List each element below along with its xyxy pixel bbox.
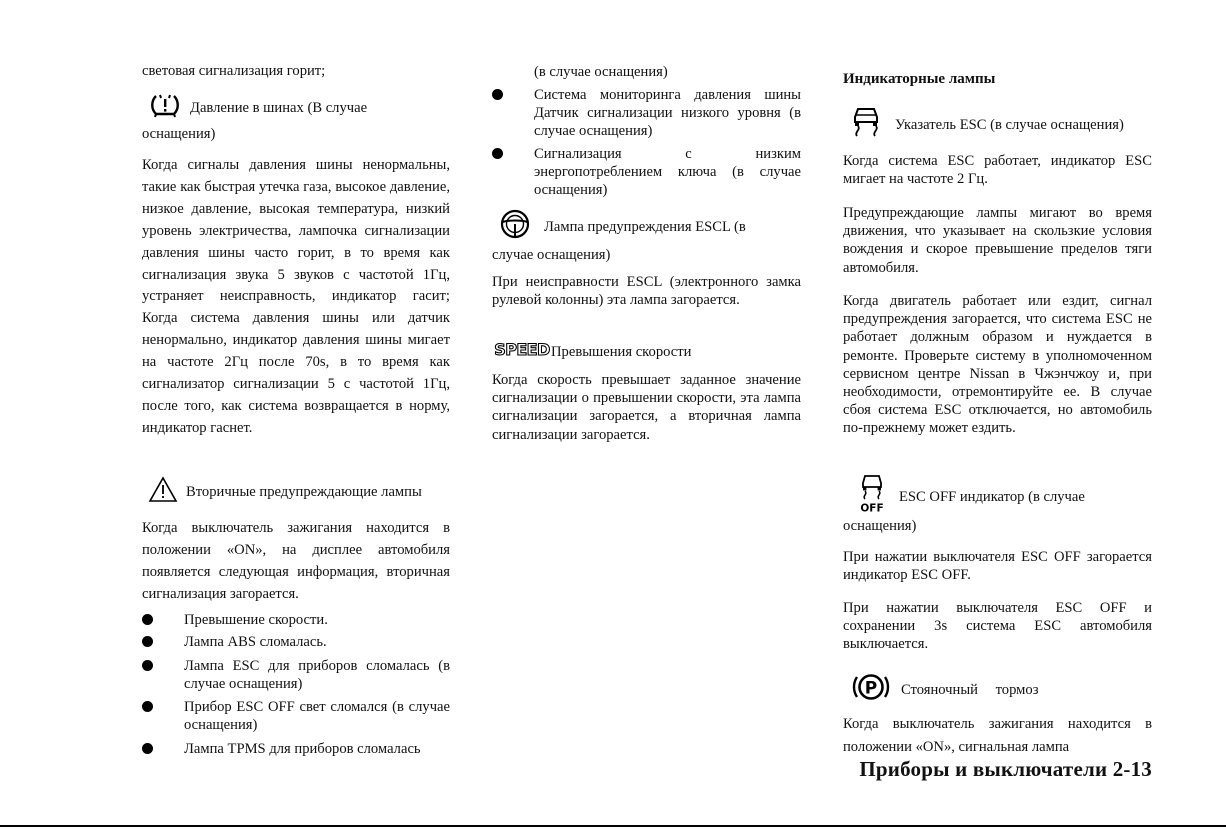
esc-body-2: Предупреждающие лампы мигают во время движения, что указывает на скользкие условия вождения и скорое превышение пределов тяги автомобиля. bbox=[843, 205, 1152, 276]
esc-skid-icon bbox=[851, 106, 881, 143]
escl-body: При неисправности ESCL (электронного замка рулевой колонны) эта лампа загорается. bbox=[492, 274, 801, 309]
secondary-body: Когда выключатель зажигания находится в положении «ON», на дисплее автомобиля появляется следующая информация, вторичная сигнализация загорается. bbox=[142, 520, 450, 602]
esc-off-title: ESC OFF индикатор (в случае bbox=[899, 488, 1085, 505]
page-footer: Приборы и выключатели 2-13 bbox=[859, 757, 1152, 781]
bullet-icon bbox=[142, 636, 153, 647]
secondary-heading bbox=[142, 476, 450, 508]
escl-heading bbox=[492, 209, 801, 244]
bullet-icon bbox=[492, 148, 503, 159]
bullet-icon bbox=[142, 614, 153, 625]
parking-brake-body: Когда выключатель зажигания находится в положении «ON», сигнальная лампа bbox=[843, 716, 1152, 755]
bullet-icon bbox=[492, 89, 503, 100]
steering-wheel-icon bbox=[498, 209, 532, 244]
esc-off-body-1: При нажатии выключателя ESC OFF загорается индикатор ESC OFF. bbox=[843, 549, 1152, 584]
section-heading: Индикаторные лампы bbox=[843, 71, 996, 87]
esc-body-1: Когда система ESC работает, индикатор ESC мигает на частоте 2 Гц. bbox=[843, 153, 1152, 188]
esc-body-3: Когда двигатель работает или ездит, сигнал предупреждения загорается, что система ESC не работает должным образом и нуждается в ремонте. Проверьте систему в уполномоченном сервисном центре Nissan в Чжэнчжоу и, при необходимости, отремонтируйте ее. В случае сбоя система ESC отключается, но автомобиль по-прежнему может ездить. bbox=[843, 293, 1152, 437]
warning-triangle-icon bbox=[148, 476, 178, 508]
parking-brake-heading bbox=[843, 671, 1152, 708]
tpms-title: Давление в шинах (В случае bbox=[190, 99, 368, 116]
esc-off-body-2: При нажатии выключателя ESC OFF и сохранении 3s система ESC автомобиля выключается. bbox=[843, 600, 1152, 653]
tpms-body: Когда сигналы давления шины ненормальны, такие как быстрая утечка газа, высокое давление, низкое давление, высокая температура, низкий уровень электричества, лампочка сигнализации давления шины часто горит, в то время как сигнализация звука 5 звуков с частотой 1Гц, устраняет неисправность, индикатор гасит; Когда система давления шины или датчик ненормально, индикатор давления шины мигает на частоте 2Гц после 70s, в то время как сигнализатор сигнализации 5 с частотой 1Гц, после того, как система возвращается в норму, индикатор гаснет. bbox=[142, 157, 450, 436]
bullet-icon bbox=[142, 701, 153, 712]
secondary-title: Вторичные предупреждающие лампы bbox=[186, 484, 422, 500]
tpms-heading bbox=[142, 92, 450, 123]
text-line: световая сигнализация горит; bbox=[142, 63, 326, 79]
speed-title: Превышения скорости bbox=[551, 343, 692, 360]
escl-title-cont: случае оснащения) bbox=[492, 247, 611, 263]
svg-text:OFF: OFF bbox=[860, 502, 884, 515]
esc-off-icon bbox=[859, 474, 885, 519]
parking-brake-title: Стояночный тормоз bbox=[901, 681, 1039, 698]
svg-text:SPEED: SPEED bbox=[494, 340, 550, 359]
bullet-icon bbox=[142, 743, 153, 754]
esc-off-heading bbox=[843, 474, 1152, 519]
parking-brake-icon bbox=[851, 671, 891, 708]
esc-heading bbox=[843, 106, 1152, 143]
speed-body: Когда скорость превышает заданное значение сигнализации о превышении скорости, эта лампа сигнализации загорается, а вторичная лампа сигнализации загорается. bbox=[492, 372, 801, 443]
bottom-divider bbox=[0, 825, 1226, 827]
svg-text:P: P bbox=[864, 678, 878, 699]
text-line: (в случае оснащения) bbox=[534, 64, 668, 80]
esc-off-title-cont: оснащения) bbox=[843, 518, 917, 534]
bullet-icon bbox=[142, 660, 153, 671]
speed-heading bbox=[492, 339, 801, 364]
speed-icon bbox=[494, 339, 550, 364]
tpms-title-cont: оснащения) bbox=[142, 126, 216, 142]
esc-title: Указатель ESC (в случае оснащения) bbox=[895, 116, 1124, 133]
escl-title: Лампа предупреждения ESCL (в bbox=[544, 218, 746, 235]
tire-pressure-icon bbox=[150, 92, 180, 123]
